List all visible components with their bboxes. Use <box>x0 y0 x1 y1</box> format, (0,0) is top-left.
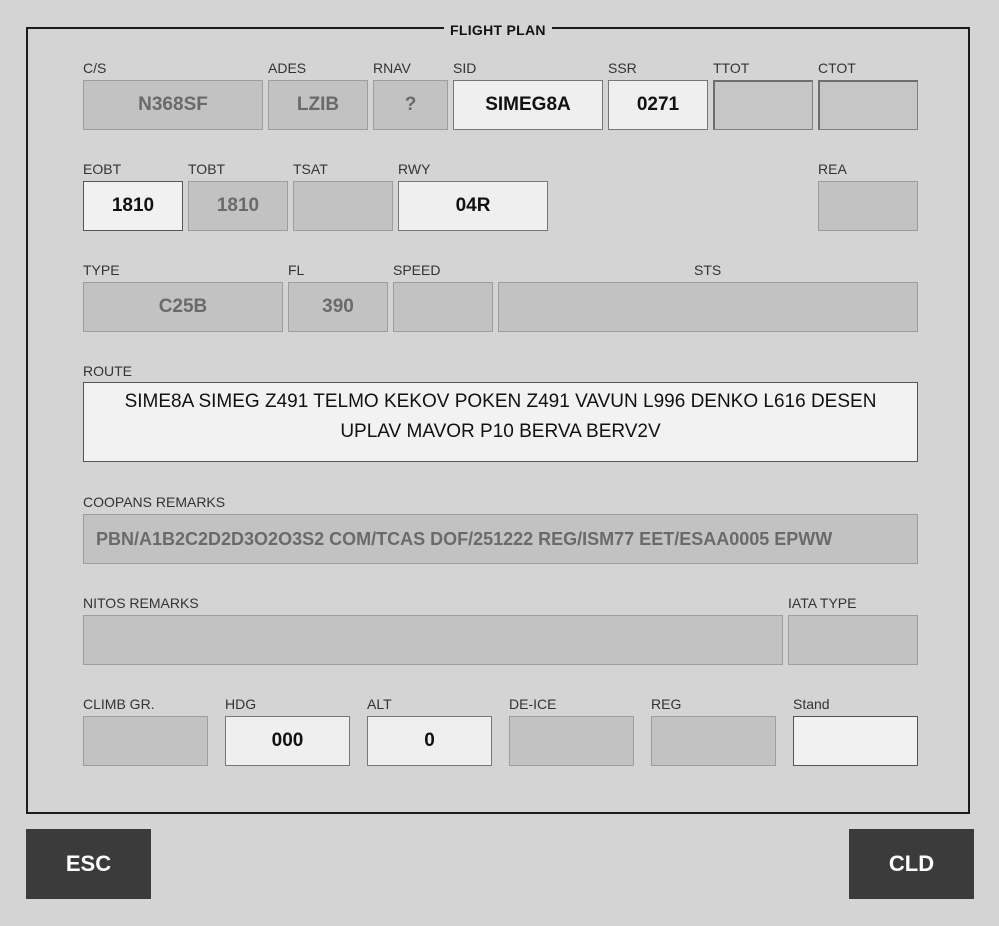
esc-button[interactable]: ESC <box>26 829 151 899</box>
ttot-field[interactable] <box>713 80 813 130</box>
climb-gradient-label: CLIMB GR. <box>83 696 155 712</box>
stand-field[interactable] <box>793 716 918 766</box>
rwy-field[interactable]: 04R <box>398 181 548 231</box>
rnav-label: RNAV <box>373 60 411 76</box>
sts-field[interactable] <box>498 282 918 332</box>
route-label: ROUTE <box>83 363 132 379</box>
tobt-label: TOBT <box>188 161 226 177</box>
cs-field[interactable]: N368SF <box>83 80 263 130</box>
coopans-remarks-field[interactable]: PBN/A1B2C2D2D3O2O3S2 COM/TCAS DOF/251222 REG/ISM77 EET/ESAA0005 EPWW <box>83 514 918 564</box>
ssr-label: SSR <box>608 60 637 76</box>
fl-field[interactable]: 390 <box>288 282 388 332</box>
sts-label: STS <box>694 262 722 278</box>
climb-gradient-field[interactable] <box>83 716 208 766</box>
sid-label: SID <box>453 60 477 76</box>
alt-field[interactable]: 0 <box>367 716 492 766</box>
fl-label: FL <box>288 262 305 278</box>
reg-field[interactable] <box>651 716 776 766</box>
alt-label: ALT <box>367 696 392 712</box>
type-field[interactable]: C25B <box>83 282 283 332</box>
iata-type-label: IATA TYPE <box>788 595 857 611</box>
type-label: TYPE <box>83 262 120 278</box>
speed-field[interactable] <box>393 282 493 332</box>
sid-field[interactable]: SIMEG8A <box>453 80 603 130</box>
stand-label: Stand <box>793 696 830 712</box>
panel-title: FLIGHT PLAN <box>444 20 552 40</box>
rnav-field[interactable]: ? <box>373 80 448 130</box>
hdg-field[interactable]: 000 <box>225 716 350 766</box>
de-ice-field[interactable] <box>509 716 634 766</box>
nitos-remarks-label: NITOS REMARKS <box>83 595 199 611</box>
ades-label: ADES <box>268 60 307 76</box>
rea-label: REA <box>818 161 847 177</box>
eobt-label: EOBT <box>83 161 122 177</box>
speed-label: SPEED <box>393 262 441 278</box>
ctot-field[interactable] <box>818 80 918 130</box>
ssr-field[interactable]: 0271 <box>608 80 708 130</box>
reg-label: REG <box>651 696 682 712</box>
ades-field[interactable]: LZIB <box>268 80 368 130</box>
de-ice-label: DE-ICE <box>509 696 557 712</box>
iata-type-field[interactable] <box>788 615 918 665</box>
cs-label: C/S <box>83 60 107 76</box>
tsat-label: TSAT <box>293 161 328 177</box>
ctot-label: CTOT <box>818 60 856 76</box>
cld-button[interactable]: CLD <box>849 829 974 899</box>
tobt-field[interactable]: 1810 <box>188 181 288 231</box>
coopans-remarks-label: COOPANS REMARKS <box>83 494 226 510</box>
route-field[interactable]: SIME8A SIMEG Z491 TELMO KEKOV POKEN Z491 VAVUN L996 DENKO L616 DESEN UPLAV MAVOR P10 BERVA BERV2V <box>83 382 918 462</box>
rea-field[interactable] <box>818 181 918 231</box>
tsat-field[interactable] <box>293 181 393 231</box>
eobt-field[interactable]: 1810 <box>83 181 183 231</box>
hdg-label: HDG <box>225 696 257 712</box>
nitos-remarks-field[interactable] <box>83 615 783 665</box>
ttot-label: TTOT <box>713 60 750 76</box>
rwy-label: RWY <box>398 161 431 177</box>
